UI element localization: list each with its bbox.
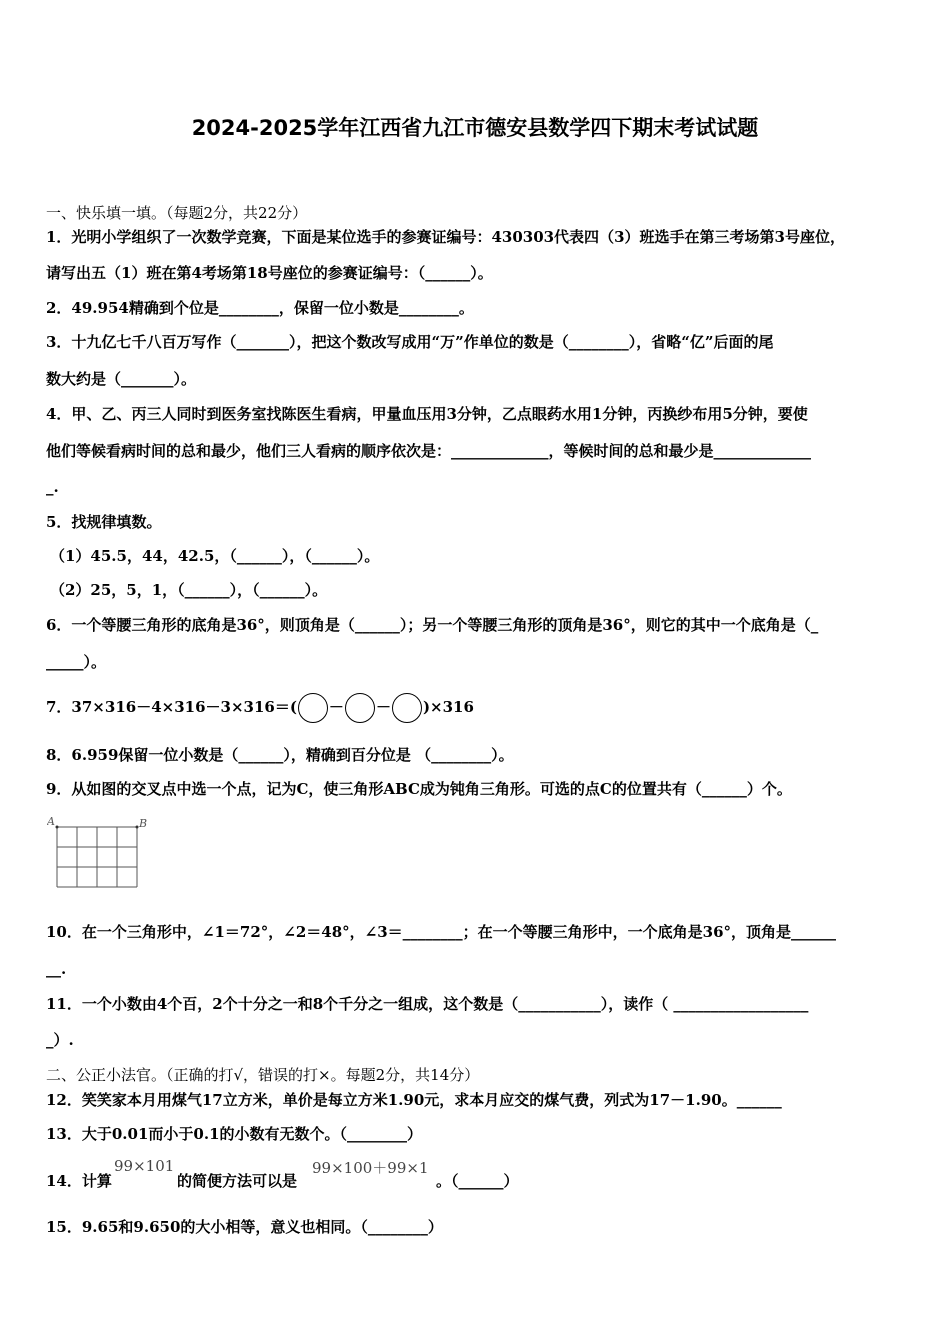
question-4-line-2: 他们等候看病时间的总和最少，他们三人看病的顺序依次是：_____________，等候时间的总和最少是_____________ — [46, 442, 812, 460]
question-1-line-2: 请写出五（1）班在第4考场第18号座位的参赛证编号：（______）。 — [46, 264, 493, 282]
minus-sign-2: － — [375, 698, 391, 716]
question-14-expression-2: 99×100＋99×1 — [312, 1159, 429, 1177]
point-a-label: A — [47, 815, 55, 828]
answer-circle-3[interactable] — [392, 693, 422, 723]
question-7-tail: )×316 — [422, 698, 474, 716]
question-9: 9．从如图的交叉点中选一个点，记为C，使三角形ABC成为钝角三角形。可选的点C的位置共有（______）个。 — [46, 780, 792, 798]
answer-circle-1[interactable] — [298, 693, 328, 723]
question-14-expression-1: 99×101 — [114, 1157, 175, 1175]
question-3-line-2: 数大约是（_______）。 — [46, 370, 197, 388]
question-4-line-1: 4．甲、乙、丙三人同时到医务室找陈医生看病，甲量血压用3分钟，乙点眼药水用1分钟，丙换纱布用5分钟，要使 — [46, 405, 808, 423]
question-5: 5．找规律填数。 — [46, 513, 162, 531]
question-10-line-2: __. — [46, 960, 67, 978]
page-title: 2024-2025学年江西省九江市德安县数学四下期末考试试题 — [191, 116, 759, 140]
question-5-part-1: （1）45.5，44，42.5，（______），（______）。 — [50, 547, 380, 565]
dot-grid-figure — [47, 814, 157, 890]
question-7-expression: 7．37×316－4×316－3×316＝( — [46, 698, 297, 716]
question-14-prefix: 14．计算 — [46, 1172, 112, 1190]
question-14-middle: 的简便方法可以是 — [177, 1172, 298, 1190]
question-15: 15．9.65和9.650的大小相等，意义也相同。（________） — [46, 1218, 443, 1236]
question-8: 8．6.959保留一位小数是（______），精确到百分位是 （________）。 — [46, 746, 514, 764]
question-14-answer: 。（______） — [436, 1172, 519, 1190]
question-10-line-1: 10．在一个三角形中，∠1＝72°，∠2＝48°，∠3＝________；在一个等腰三角形中，一个底角是36°，顶角是______ — [46, 923, 837, 941]
section-1-heading: 一、快乐填一填。（每题2分，共22分） — [46, 204, 308, 222]
question-5-part-2: （2）25，5，1，（______），（______）。 — [50, 581, 328, 599]
question-1-line-1: 1．光明小学组织了一次数学竞赛，下面是某位选手的参赛证编号：430303代表四（3）班选手在第三考场第3号座位， — [46, 228, 845, 246]
question-4-line-3: _. — [46, 478, 59, 496]
question-6-line-2: _____）。 — [46, 653, 107, 671]
question-3-line-1: 3．十九亿七千八百万写作（_______），把这个数改写成用“万”作单位的数是（________），省略“亿”后面的尾 — [46, 333, 774, 351]
question-11-line-2: _）. — [46, 1031, 74, 1049]
answer-circle-2[interactable] — [345, 693, 375, 723]
point-b-label: B — [139, 817, 148, 830]
question-7 — [46, 690, 474, 724]
question-12: 12．笑笑家本月用煤气17立方米，单价是每立方米1.90元，求本月应交的煤气费，列式为17－1.90。______ — [46, 1091, 782, 1109]
section-2-heading: 二、公正小法官。（正确的打√，错误的打×。每题2分，共14分） — [46, 1066, 480, 1084]
point-a — [56, 826, 59, 829]
minus-sign-1: － — [328, 698, 344, 716]
question-2: 2．49.954精确到个位是________，保留一位小数是________。 — [46, 299, 474, 317]
question-13: 13．大于0.01而小于0.1的小数有无数个。（________） — [46, 1125, 423, 1143]
point-b — [136, 826, 139, 829]
question-11-line-1: 11．一个小数由4个百，2个十分之一和8个千分之一组成，这个数是（___________），读作（ __________________ — [46, 995, 809, 1013]
question-6-line-1: 6．一个等腰三角形的底角是36°，则顶角是（______）；另一个等腰三角形的顶角是36°，则它的其中一个底角是（_ — [46, 616, 819, 634]
grid-lines — [57, 827, 137, 887]
